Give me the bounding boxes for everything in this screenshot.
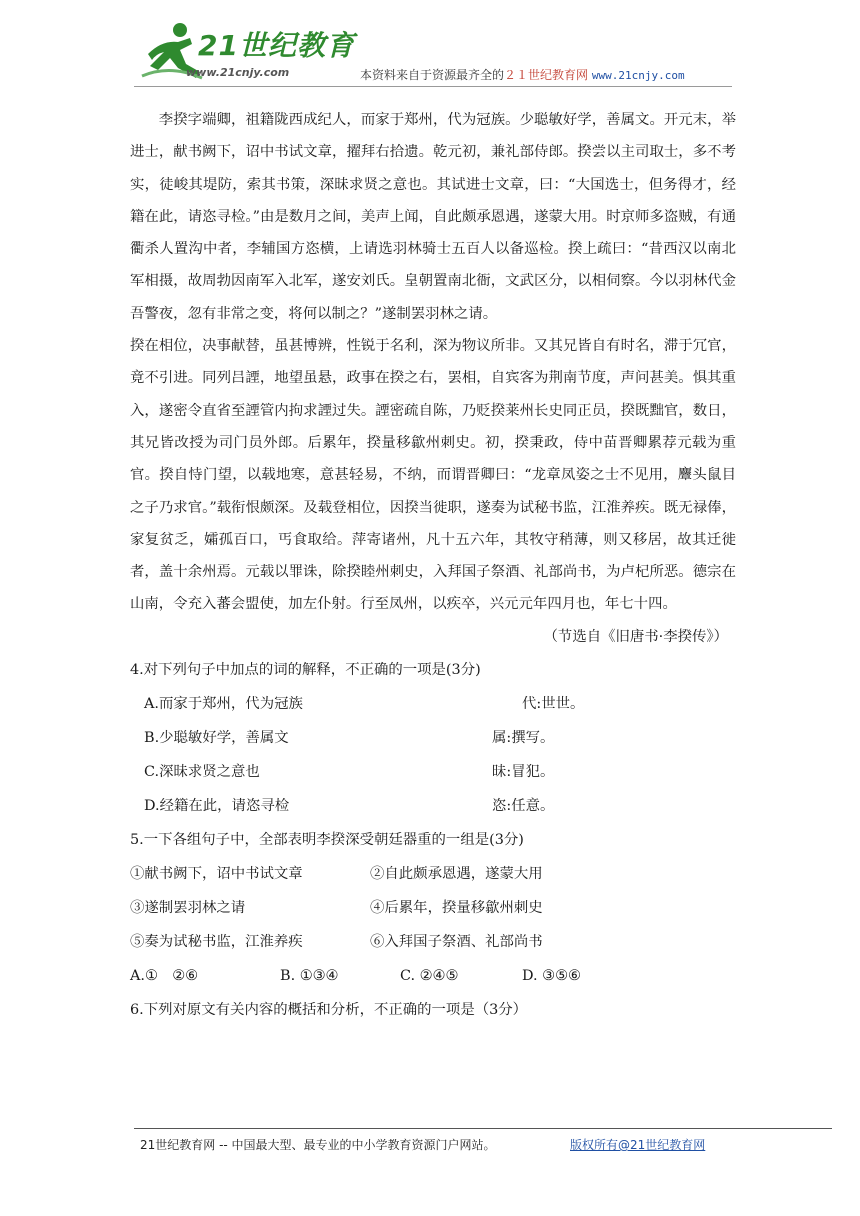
q5-items-row-2 xyxy=(130,891,736,925)
header-divider xyxy=(134,86,732,87)
q5-item-2: ②自此颇承恩遇，遂蒙大用 xyxy=(370,865,543,882)
header-note xyxy=(360,66,685,83)
q5-choice-a: A.① ②⑥ xyxy=(130,967,199,984)
q4-option-c-sentence: C.深昧求贤之意也 xyxy=(144,763,260,780)
q4-option-b xyxy=(130,721,736,755)
q5-item-1: ①献书阙下，诏中书试文章 xyxy=(130,865,303,882)
page-header xyxy=(0,0,860,92)
q4-option-a-gloss: 代:世世。 xyxy=(522,695,585,712)
header-brand-link[interactable]: ２１世纪教育网 xyxy=(504,68,589,82)
q4-option-c-gloss: 昧:冒犯。 xyxy=(492,763,555,780)
q4-option-c xyxy=(130,755,736,789)
logo-url: www.21cnjy.com xyxy=(186,66,290,79)
logo-text: 21世纪教育 xyxy=(198,29,355,62)
footer-copyright-link[interactable]: 版权所有@21世纪教育网 xyxy=(570,1138,706,1152)
q4-option-b-sentence: B.少聪敏好学，善属文 xyxy=(144,729,289,746)
q5-item-4: ④后累年，揆量移歙州刺史 xyxy=(370,899,543,916)
footer-divider xyxy=(134,1128,832,1129)
q5-item-6: ⑥入拜国子祭酒、礼部尚书 xyxy=(370,933,543,950)
q4-option-d xyxy=(130,789,736,823)
passage-paragraph-2: 揆在相位，决事献替，虽甚博辨，性锐于名利，深为物议所非。又其兄皆自有时名，滞于冗官，竟不引进。同列吕諲，地望虽悬，政事在揆之右，罢相，自宾客为荆南节度，声问甚美。惧其重入，遂密令直省至諲管内拘求諲过失。諲密疏自陈，乃贬揆莱州长史同正员，揆既黜官，数日，其兄皆改授为司门员外郎。后累年，揆量移歙州刺史。初，揆秉政，侍中苗晋卿累荐元载为重官。揆自恃门望，以载地寒，意甚轻易，不纳，而谓晋卿曰：“龙章凤姿之士不见用，麞头鼠目之子乃求官。”载衔恨颇深。及载登相位，因揆当徙职，遂奏为试秘书监，江淮养疾。既无禄俸，家复贫乏，孀孤百口，丐食取给。萍寄诸州，凡十五六年，其牧守稍薄，则又移居，故其迁徙者，盖十余州焉。元载以罪诛，除揆睦州刺史，入拜国子祭酒、礼部尚书，为卢杞所恶。德宗在山南，令充入蕃会盟使，加左仆射。行至凤州，以疾卒，兴元元年四月也，年七十四。 xyxy=(130,338,736,613)
q5-choice-b: B. ①③④ xyxy=(280,967,339,984)
passage-source: （节选自《旧唐书·李揆传》） xyxy=(543,628,728,645)
q4-option-d-sentence: D.经籍在此，请恣寻检 xyxy=(144,797,290,814)
q4-option-b-gloss: 属:撰写。 xyxy=(492,729,555,746)
footer-text: 21世纪教育网 -- 中国最大型、最专业的中小学教育资源门户网站。 xyxy=(140,1138,496,1152)
header-url-link[interactable]: www.21cnjy.com xyxy=(591,69,685,82)
q5-choices xyxy=(130,959,736,993)
question-6-stem: 6.下列对原文有关内容的概括和分析，不正确的一项是（3分） xyxy=(130,1001,528,1018)
site-logo[interactable] xyxy=(140,20,355,84)
q5-items-row-1 xyxy=(130,857,736,891)
question-4-stem: 4.对下列句子中加点的词的解释，不正确的一项是(3分) xyxy=(130,661,481,678)
passage-paragraph-1: 李揆字端卿，祖籍陇西成纪人，而家于郑州，代为冠族。少聪敏好学，善属文。开元末，举进士，献书阙下，诏中书试文章，擢拜右拾遗。乾元初，兼礼部侍郎。揆尝以主司取士，多不考实，徒峻其堤防，索其书策，深昧求贤之意也。其试进士文章，曰：“大国选士，但务得才，经籍在此，请恣寻检。”由是数月之间，美声上闻，自此颇承恩遇，遂蒙大用。时京师多盗贼，有通衢杀人置沟中者，李辅国方恣横，上请选羽林骑士五百人以备巡检。揆上疏曰：“昔西汉以南北军相摄，故周勃因南军入北军，遂安刘氏。皇朝置南北衙，文武区分，以相伺察。今以羽林代金吾警夜，忽有非常之变，将何以制之？”遂制罢羽林之请。 xyxy=(130,112,736,322)
q4-option-d-gloss: 恣:任意。 xyxy=(492,797,555,814)
q5-item-5: ⑤奏为试秘书监，江淮养疾 xyxy=(130,933,303,950)
q5-choice-c: C. ②④⑤ xyxy=(400,967,459,984)
q5-choice-d: D. ③⑤⑥ xyxy=(522,967,581,984)
q4-option-a xyxy=(130,687,736,721)
question-5-stem: 5.一下各组句子中，全部表明李揆深受朝廷器重的一组是(3分) xyxy=(130,831,524,848)
header-note-prefix: 本资料来自于资源最齐全的 xyxy=(360,68,505,82)
q5-items-row-3 xyxy=(130,925,736,959)
q5-item-3: ③遂制罢羽林之请 xyxy=(130,899,246,916)
q4-option-a-sentence: A.而家于郑州，代为冠族 xyxy=(144,695,303,712)
document-body xyxy=(130,104,736,1027)
